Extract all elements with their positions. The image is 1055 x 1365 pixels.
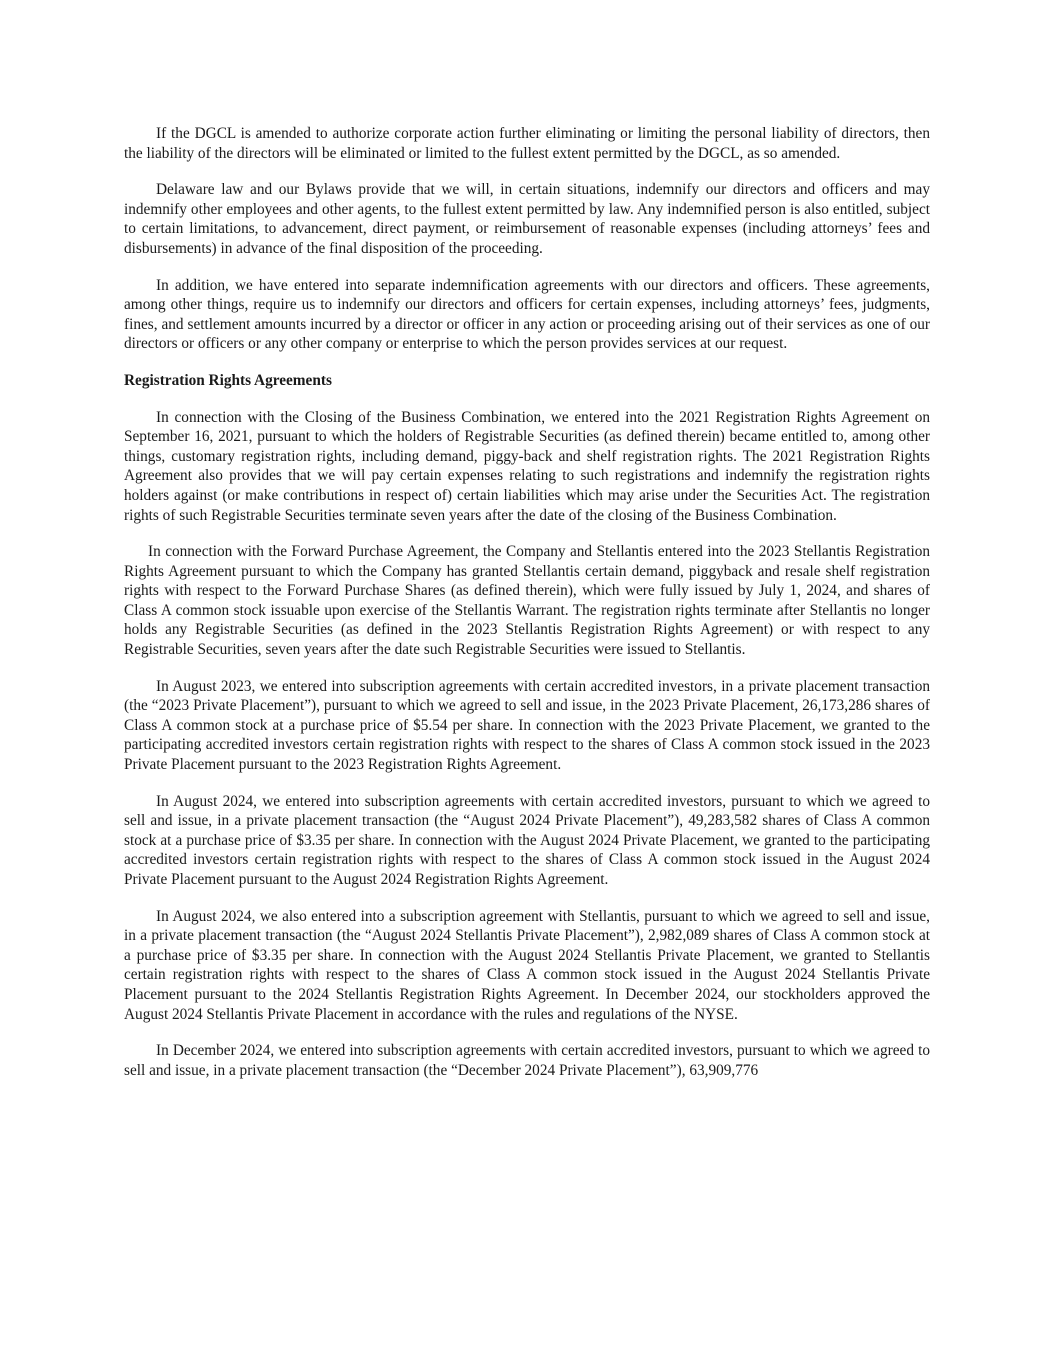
paragraph-august-2024-placement: In August 2024, we entered into subscription agreements with certain accredited investors, pursuant to which we agreed to sell and issue, in a private placement transaction (the “August 2024 Private Placement”), 49,283,582 shares of Class A common stock at a purchase price of $3.35 per share. In connection with the August 2024 Private Placement, we granted to the participating accredited investors certain registration rights with respect to the shares of Class A common stock issued in the August 2024 Private Placement pursuant to the August 2024 Registration Rights Agreement. [124,792,930,888]
paragraph-forward-purchase-agreement: In connection with the Forward Purchase Agreement, the Company and Stellantis entered into the 2023 Stellantis Registration Rights Agreement pursuant to which the Company has granted Stellantis certain demand, piggyback and resale shelf registration rights with respect to the Forward Purchase Shares (as defined therein), which were fully issued by July 1, 2024, and shares of Class A common stock issuable upon exercise of the Stellantis Warrant. The registration rights terminate after Stellantis no longer holds any Registrable Securities (as defined in the 2023 Stellantis Registration Rights Agreement) or with respect to any Registrable Securities, seven years after the date such Registrable Securities were issued to Stellantis. [124,543,930,659]
paragraph-dgcl-amendment: If the DGCL is amended to authorize corporate action further eliminating or limiting the personal liability of directors, then the liability of the directors will be eliminated or limited to the fullest extent permitted by the DGCL, as so amended. [124,125,930,162]
paragraph-august-2024-stellantis-placement: In August 2024, we also entered into a subscription agreement with Stellantis, pursuant to which we agreed to sell and issue, in a private placement transaction (the “August 2024 Stellantis Private Placement”), 2,982,089 shares of Class A common stock at a purchase price of $3.35 per share. In connection with the August 2024 Stellantis Private Placement, we granted to Stellantis certain registration rights with respect to the shares of Class A common stock issued in the August 2024 Stellantis Private Placement pursuant to the 2024 Stellantis Registration Rights Agreement. In December 2024, our stockholders approved the August 2024 Stellantis Private Placement in accordance with the rules and regulations of the NYSE. [124,907,930,1023]
paragraph-delaware-indemnification: Delaware law and our Bylaws provide that we will, in certain situations, indemnify our directors and officers and may indemnify other employees and other agents, to the fullest extent permitted by law. Any indemnified person is also entitled, subject to certain limitations, to advancement, direct payment, or reimbursement of reasonable expenses (including attorneys’ fees and disbursements) in advance of the final disposition of the proceeding. [124,181,930,257]
paragraph-2021-registration-rights: In connection with the Closing of the Business Combination, we entered into the 2021 Registration Rights Agreement on September 16, 2021, pursuant to which the holders of Registrable Securities (as defined therein) became entitled to, among other things, customary registration rights, including demand, piggy-back and shelf registration rights. The 2021 Registration Rights Agreement also provides that we will pay certain expenses relating to such registrations and indemnify the registration rights holders against (or make contributions in respect of) certain liabilities which may arise under the Securities Act. The registration rights of such Registrable Securities terminate seven years after the date of the closing of the Business Combination. [124,408,930,524]
paragraph-august-2023-placement: In August 2023, we entered into subscription agreements with certain accredited investors, in a private placement transaction (the “2023 Private Placement”), pursuant to which we agreed to sell and issue, in the 2023 Private Placement, 26,173,286 shares of Class A common stock at a purchase price of $5.54 per share. In connection with the 2023 Private Placement, we granted to the participating accredited investors certain registration rights with respect to the shares of Class A common stock issued in the 2023 Private Placement pursuant to the 2023 Registration Rights Agreement. [124,677,930,774]
document-page [124,124,930,1097]
section-heading-registration-rights: Registration Rights Agreements [124,371,332,389]
paragraph-december-2024-placement: In December 2024, we entered into subscription agreements with certain accredited investors, pursuant to which we agreed to sell and issue, in a private placement transaction (the “December 2024 Private Placement”), 63,909,776 [124,1042,930,1079]
paragraph-indemnification-agreements: In addition, we have entered into separate indemnification agreements with our directors and officers. These agreements, among other things, require us to indemnify our directors and officers for certain expenses, including attorneys’ fees, judgments, fines, and settlement amounts incurred by a director or officer in any action or proceeding arising out of their services as one of our directors or officers or any other company or enterprise to which the person provides services at our request. [124,276,930,353]
